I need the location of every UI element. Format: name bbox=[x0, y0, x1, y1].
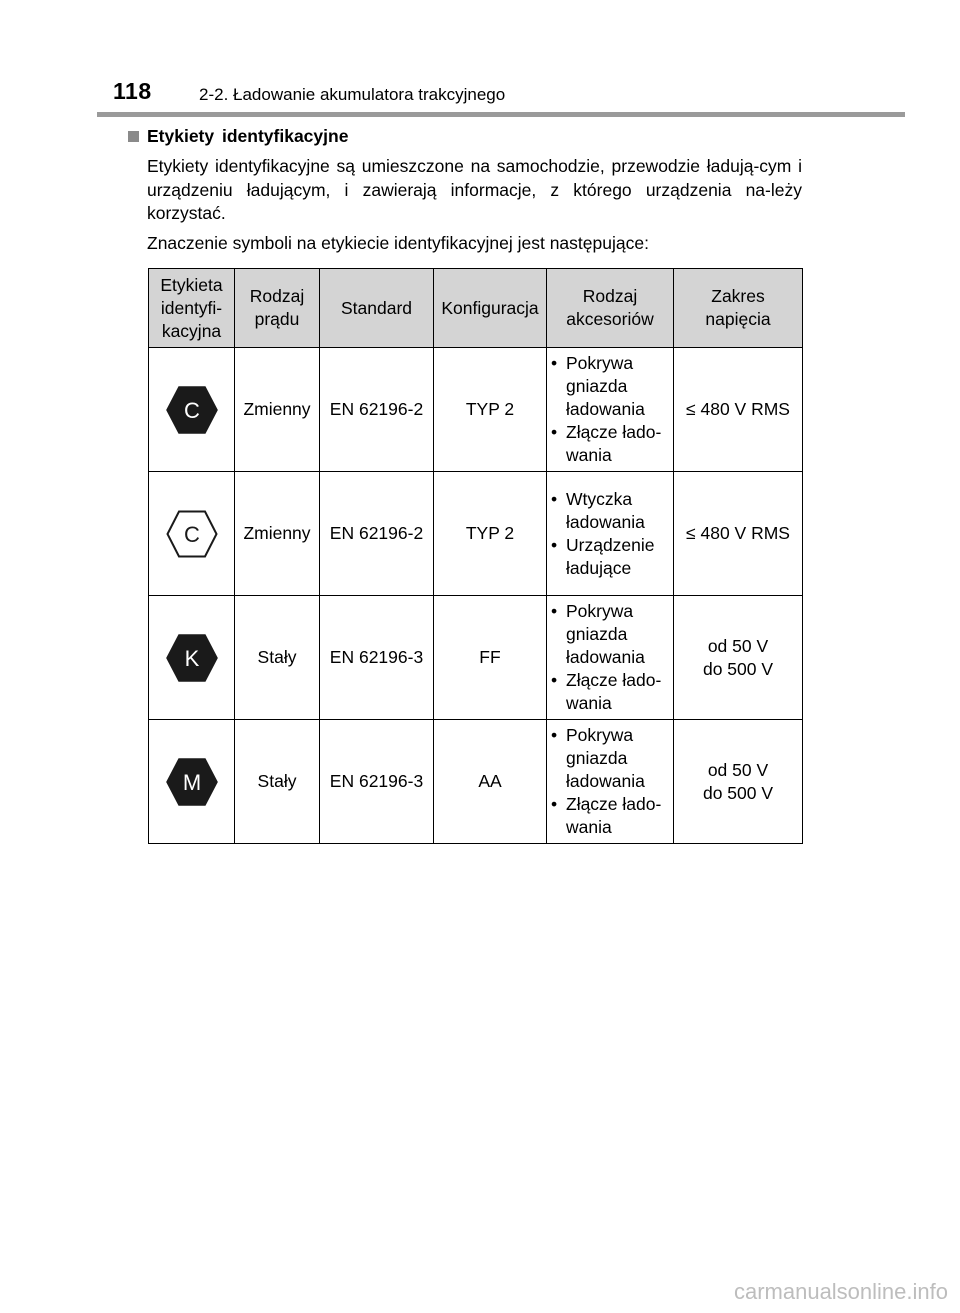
voltage-line: od 50 V bbox=[707, 635, 769, 656]
standard-cell: EN 62196-2 bbox=[320, 472, 434, 596]
voltage-line: ≤ 480 V RMS bbox=[686, 523, 790, 543]
hexagon-m-filled-icon bbox=[166, 758, 218, 806]
label-cell bbox=[149, 348, 235, 472]
standard-cell: EN 62196-3 bbox=[320, 596, 434, 720]
current-type-cell: Zmienny bbox=[235, 472, 320, 596]
column-header-current: Rodzaj prądu bbox=[235, 269, 320, 348]
voltage-cell bbox=[674, 596, 803, 720]
table-header-row bbox=[149, 269, 803, 348]
configuration-cell: TYP 2 bbox=[434, 348, 547, 472]
intro-paragraph: Etykiety identyfikacyjne są umieszczone na samochodzie, przewodzie ładują-cym i urządzeniu ładującym, i zawierają informacje, z którego urządzenia na-leży korzystać. bbox=[147, 156, 802, 223]
label-cell bbox=[149, 720, 235, 844]
section-title: 2-2. Ładowanie akumulatora trakcyjnego bbox=[199, 85, 506, 104]
column-header-voltage: Zakres napięcia bbox=[674, 269, 803, 348]
label-cell bbox=[149, 472, 235, 596]
accessory-item: • Urządzenie ładujące bbox=[551, 534, 669, 580]
label-cell bbox=[149, 596, 235, 720]
column-header-accessories: Rodzaj akcesoriów bbox=[547, 269, 674, 348]
hexagon-c-outline-icon bbox=[166, 510, 218, 558]
configuration-cell: FF bbox=[434, 596, 547, 720]
table-row bbox=[149, 472, 803, 596]
column-header-configuration: Konfiguracja bbox=[434, 269, 547, 348]
page-number: 118 bbox=[113, 78, 152, 104]
accessories-cell bbox=[547, 596, 674, 720]
voltage-cell bbox=[674, 472, 803, 596]
voltage-line: od 50 V bbox=[707, 759, 769, 780]
hexagon-c-filled-icon bbox=[166, 386, 218, 434]
standard-cell: EN 62196-2 bbox=[320, 348, 434, 472]
page-header bbox=[0, 0, 960, 120]
voltage-line: do 500 V bbox=[702, 782, 774, 803]
configuration-cell: AA bbox=[434, 720, 547, 844]
accessory-item: • Pokrywa gniazda ładowania bbox=[551, 724, 669, 793]
accessory-item: • Złącze łado-wania bbox=[551, 669, 669, 715]
hex-letter: M bbox=[182, 769, 201, 795]
hex-letter: K bbox=[184, 645, 199, 671]
header-divider bbox=[97, 112, 905, 117]
accessories-cell bbox=[547, 348, 674, 472]
configuration-cell: TYP 2 bbox=[434, 472, 547, 596]
accessory-item: • Złącze łado-wania bbox=[551, 793, 669, 839]
accessory-item: • Pokrywa gniazda ładowania bbox=[551, 600, 669, 669]
accessory-item: • Pokrywa gniazda ładowania bbox=[551, 352, 669, 421]
voltage-line: do 500 V bbox=[702, 658, 774, 679]
hex-letter: C bbox=[183, 521, 200, 547]
table-row bbox=[149, 596, 803, 720]
hexagon-k-filled-icon bbox=[166, 634, 218, 682]
voltage-cell bbox=[674, 720, 803, 844]
identification-labels-table bbox=[148, 268, 803, 844]
current-type-cell: Stały bbox=[235, 596, 320, 720]
accessories-cell bbox=[547, 472, 674, 596]
current-type-cell: Zmienny bbox=[235, 348, 320, 472]
square-bullet-icon bbox=[128, 131, 139, 142]
column-header-standard: Standard bbox=[320, 269, 434, 348]
accessory-item: • Złącze łado-wania bbox=[551, 421, 669, 467]
accessory-item: • Wtyczka ładowania bbox=[551, 488, 669, 534]
table-row bbox=[149, 720, 803, 844]
symbols-intro-paragraph: Znaczenie symboli na etykiecie identyfikacyjnej jest następujące: bbox=[147, 233, 649, 253]
watermark: carmanualsonline.info bbox=[733, 1279, 948, 1304]
voltage-cell bbox=[674, 348, 803, 472]
voltage-line: ≤ 480 V RMS bbox=[686, 399, 790, 419]
hex-letter: C bbox=[183, 397, 200, 423]
accessories-cell bbox=[547, 720, 674, 844]
table-row bbox=[149, 348, 803, 472]
standard-cell: EN 62196-3 bbox=[320, 720, 434, 844]
column-header-label: Etykieta identyfi-kacyjna bbox=[149, 269, 235, 348]
current-type-cell: Stały bbox=[235, 720, 320, 844]
section-heading: Etykiety identyfikacyjne bbox=[147, 126, 349, 146]
